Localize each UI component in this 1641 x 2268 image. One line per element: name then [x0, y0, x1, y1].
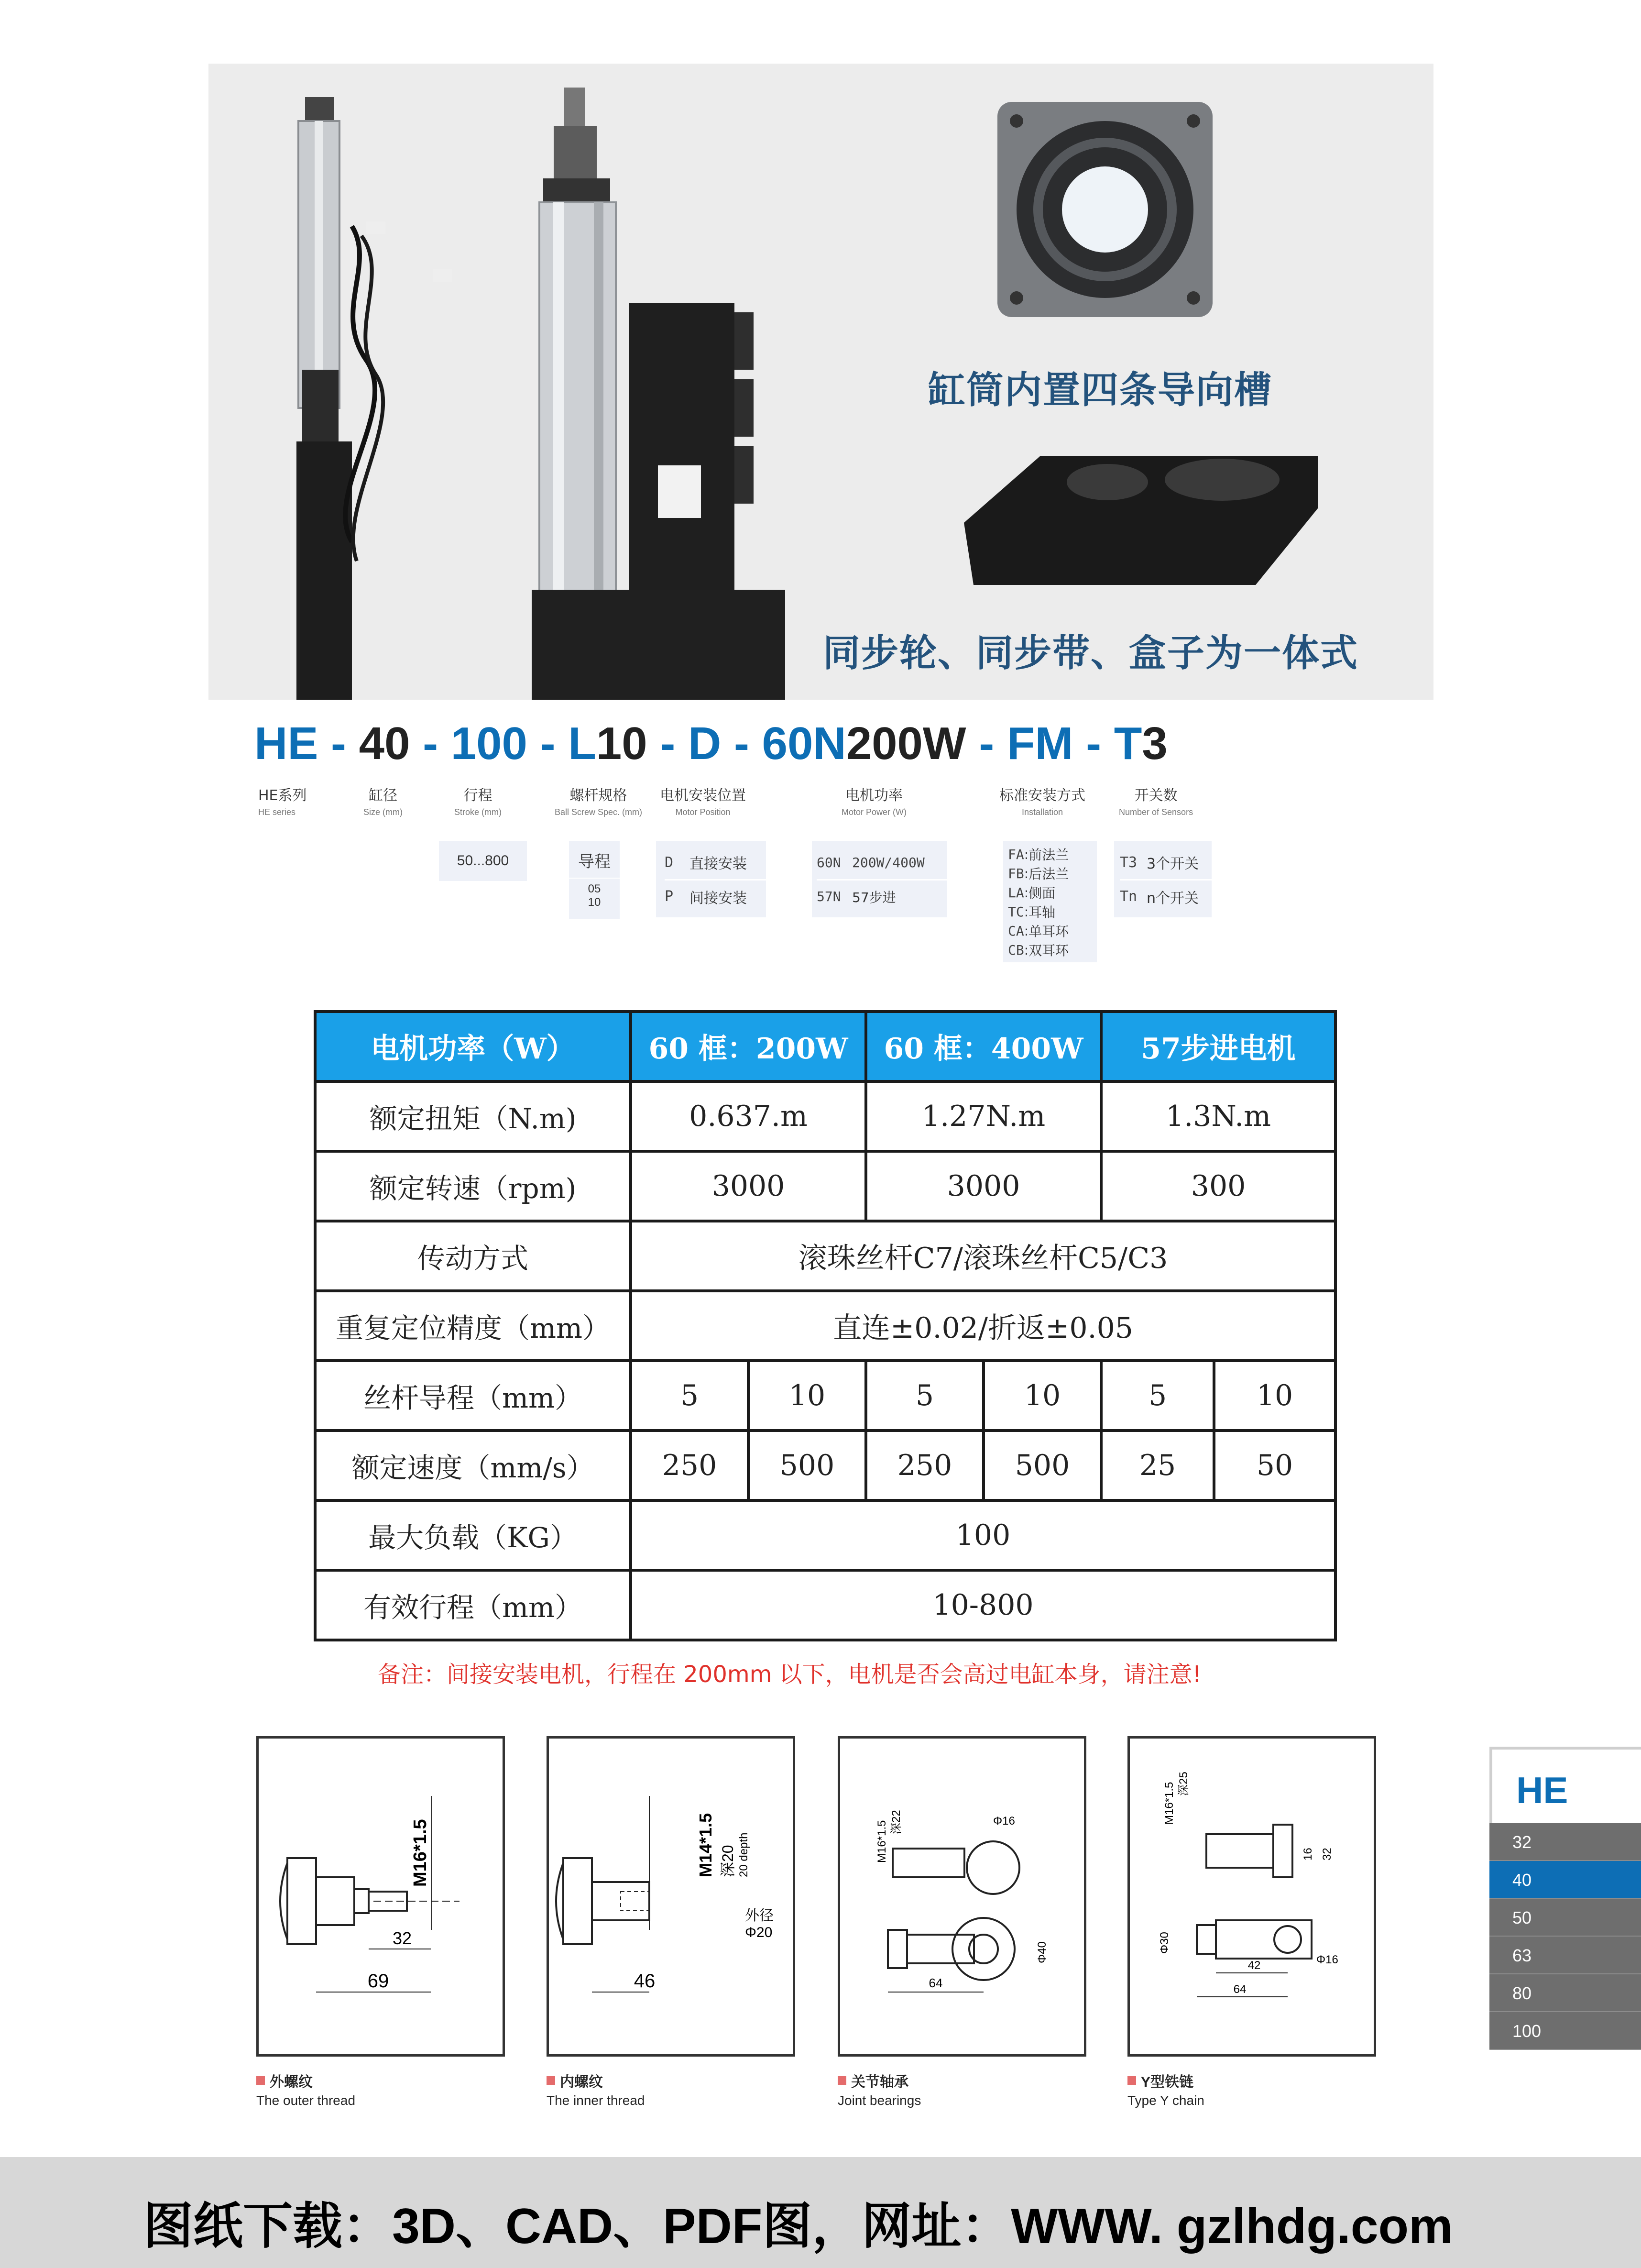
header-cell: 60 框：400W: [866, 1012, 1101, 1081]
option-row: CA : 单耳环: [1008, 923, 1069, 939]
drawing-y-chain: [1127, 1736, 1376, 2057]
option-row: FA : 前法兰: [1008, 846, 1069, 863]
field-motor-power: 电机功率 Motor Power (W): [842, 787, 907, 817]
caption-y-chain: Y型铁链 Type Y chain: [1127, 2070, 1204, 2108]
dia-label: Φ30: [1158, 1932, 1171, 1954]
model-code-segment: 10: [596, 718, 647, 769]
size-tab[interactable]: 80: [1489, 1974, 1641, 2012]
motor-power-box: [812, 841, 947, 917]
table-cell: 10-800: [631, 1570, 1335, 1640]
model-code-segment: -: [647, 718, 688, 769]
field-motor-position: 电机安装位置 Motor Position: [660, 787, 746, 817]
model-code-segment: T: [1114, 718, 1142, 769]
table-row: [315, 1500, 1335, 1570]
table-cell: 滚珠丝杆C7/滚珠丝杆C5/C3: [631, 1221, 1335, 1291]
stroke-range-box: 50...800: [439, 841, 527, 881]
row-label: 有效行程（mm）: [315, 1570, 631, 1640]
row-label: 重复定位精度（mm）: [315, 1291, 631, 1361]
model-code-segment: L: [568, 718, 596, 769]
option-row: D 直接安装: [665, 854, 747, 872]
size-tab[interactable]: 32: [1489, 1823, 1641, 1861]
table-cell: 3000: [866, 1151, 1101, 1221]
table-cell: 10: [1214, 1361, 1335, 1431]
table-cell: 100: [631, 1500, 1335, 1570]
table-header-row: [315, 1012, 1335, 1081]
table-row: [315, 1361, 1335, 1431]
lead-value: 05: [569, 878, 620, 896]
model-code-segment: -: [318, 718, 359, 769]
model-code: [254, 717, 1168, 770]
thread-spec-label: M16*1.5: [875, 1820, 888, 1863]
size-tab[interactable]: 63: [1489, 1937, 1641, 1974]
outer-dia-label: 外径: [745, 1908, 774, 1924]
dimension-label: 69: [367, 1971, 389, 1992]
table-row: [315, 1151, 1335, 1221]
drawing-joint-bearing: [838, 1736, 1086, 2057]
size-index: [1489, 1747, 1641, 2050]
height-label: Φ40: [1036, 1941, 1049, 1963]
thread-spec-label: M14*1.5: [696, 1813, 715, 1877]
header-cell: 60 框：200W: [631, 1012, 866, 1081]
table-cell: 5: [1101, 1361, 1214, 1431]
table-cell: 500: [984, 1431, 1101, 1500]
model-code-segment: -: [966, 718, 1007, 769]
hero-caption-guide-grooves: 缸筒内置四条导向槽: [928, 369, 1273, 412]
row-label: 额定扭矩（N.m): [315, 1081, 631, 1151]
sensors-box: [1114, 841, 1212, 917]
table-cell: 5: [866, 1361, 984, 1431]
installation-note: 备注：间接安装电机，行程在 200mm 以下，电机是否会高过电缸本身，请注意!: [378, 1661, 1202, 1688]
model-code-segment: -: [721, 718, 762, 769]
row-label: 传动方式: [315, 1221, 631, 1291]
table-cell: 300: [1101, 1151, 1335, 1221]
depth-label: 深20: [719, 1845, 736, 1877]
field-stroke: 行程 Stroke (mm): [454, 787, 502, 817]
row-label: 额定转速（rpm): [315, 1151, 631, 1221]
thread-spec-label: M16*1.5: [410, 1819, 430, 1887]
option-row: T3 3个开关: [1120, 854, 1199, 872]
y-chain-diagram: [1130, 1739, 1374, 2054]
outer-thread-diagram: [259, 1739, 503, 2054]
drawing-outer-thread: [256, 1736, 505, 2057]
table-cell: 10: [748, 1361, 866, 1431]
dia-label: Φ16: [1316, 1953, 1338, 1966]
height-label: 16: [1302, 1848, 1314, 1861]
option-row: P 间接安装: [665, 879, 766, 913]
table-row: [315, 1081, 1335, 1151]
motor-position-box: [656, 841, 766, 917]
header-cell: 电机功率（W）: [315, 1012, 631, 1081]
table-cell: 1.3N.m: [1101, 1081, 1335, 1151]
joint-bearing-diagram: [840, 1739, 1084, 2054]
table-cell: 1.27N.m: [866, 1081, 1101, 1151]
field-sensors: 开关数 Number of Sensors: [1119, 787, 1193, 817]
caption-joint-bearing: 关节轴承 Joint bearings: [838, 2070, 921, 2108]
option-row: FB : 后法兰: [1008, 865, 1069, 882]
product-photo-panel: [208, 64, 1433, 700]
table-cell: 5: [631, 1361, 748, 1431]
model-code-segment: HE: [254, 718, 318, 769]
model-code-segment: 200W: [846, 718, 966, 769]
table-row: [315, 1570, 1335, 1640]
option-row: LA : 侧面: [1008, 884, 1056, 901]
table-cell: 直连±0.02/折返±0.05: [631, 1291, 1335, 1361]
table-cell: 50: [1214, 1431, 1335, 1500]
length-label: 42: [1247, 1959, 1261, 1972]
thread-spec-label: M16*1.5: [1163, 1782, 1176, 1825]
table-cell: 3000: [631, 1151, 866, 1221]
lead-value: 10: [588, 896, 601, 909]
table-cell: 250: [631, 1431, 748, 1500]
depth-label: 深25: [1177, 1772, 1190, 1796]
option-row: TC : 耳轴: [1008, 903, 1056, 920]
model-code-segment: 100: [450, 718, 527, 769]
table-cell: 25: [1101, 1431, 1214, 1500]
drawing-inner-thread: [547, 1736, 795, 2057]
option-row: Tn n个开关: [1120, 879, 1212, 913]
dimension-label: 32: [392, 1928, 412, 1948]
inner-thread-diagram: [549, 1739, 793, 2054]
tube-section-photo: [997, 102, 1213, 317]
model-code-segment: FM: [1006, 718, 1073, 769]
header-cell: 57步进电机: [1101, 1012, 1335, 1081]
table-cell: 10: [984, 1361, 1101, 1431]
table-row: [315, 1431, 1335, 1500]
footer-bar: [0, 2157, 1641, 2268]
depth-label: 深22: [890, 1810, 903, 1834]
table-row: [315, 1291, 1335, 1361]
installation-box: [1003, 841, 1097, 962]
field-series: HE系列 HE series: [258, 787, 307, 817]
actuator-photo-2: [532, 88, 785, 700]
table-cell: 0.637.m: [631, 1081, 866, 1151]
model-code-segment: D: [688, 718, 722, 769]
row-label: 额定速度（mm/s）: [315, 1431, 631, 1500]
outer-dia-value: Φ20: [745, 1925, 773, 1940]
size-index-title: HE: [1489, 1747, 1641, 1823]
length-label: 64: [1233, 1983, 1247, 1996]
table-cell: 250: [866, 1431, 984, 1500]
hero-caption-integrated-box: 同步轮、同步带、盒子为一体式: [823, 632, 1359, 675]
model-code-segment: 3: [1142, 718, 1168, 769]
model-code-segment: 60N: [762, 718, 846, 769]
size-tab-active[interactable]: 40: [1489, 1861, 1641, 1899]
model-code-segment: -: [410, 718, 451, 769]
actuator-photo-1: [296, 97, 452, 700]
table-cell: 500: [748, 1431, 866, 1500]
option-row: CB : 双耳环: [1008, 942, 1069, 958]
table-row: [315, 1221, 1335, 1291]
size-tab[interactable]: 50: [1489, 1899, 1641, 1937]
row-label: 最大负载（KG）: [315, 1500, 631, 1570]
model-code-segment: 40: [359, 718, 410, 769]
length-label: 64: [929, 1976, 943, 1990]
field-size: 缸径 Size (mm): [363, 787, 403, 817]
depth-en-label: 20 depth: [737, 1832, 750, 1877]
size-tab[interactable]: 100: [1489, 2012, 1641, 2050]
spec-table: [314, 1010, 1337, 1641]
lead-title: 导程: [578, 852, 611, 871]
caption-inner-thread: 内螺纹 The inner thread: [547, 2070, 645, 2108]
download-info[interactable]: 图纸下载：3D、CAD、PDF图，网址：WWW. gzlhdg.com: [143, 2199, 1453, 2254]
height-label: 32: [1321, 1848, 1334, 1861]
model-code-segment: -: [527, 718, 569, 769]
bore-dia-label: Φ16: [993, 1815, 1015, 1828]
dimension-label: 46: [634, 1971, 656, 1992]
field-screw-spec: 螺杆规格 Ball Screw Spec. (mm): [555, 787, 643, 817]
pulley-box-photo: [964, 456, 1318, 585]
caption-outer-thread: 外螺纹 The outer thread: [256, 2070, 355, 2108]
option-row: 60N 200W/400W: [817, 854, 925, 870]
field-installation: 标准安装方式 Installation: [999, 787, 1085, 817]
option-row: 57N 57步进: [817, 879, 947, 913]
row-label: 丝杆导程（mm）: [315, 1361, 631, 1431]
model-code-segment: -: [1073, 718, 1114, 769]
lead-box: [569, 841, 620, 919]
